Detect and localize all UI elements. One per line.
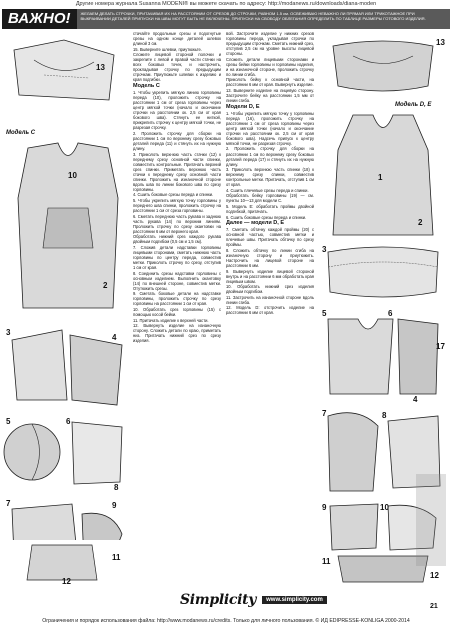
col2-p3: Приколоть бейку к основной части, на расстоянии 6 мм от края. Вывернуть изделие. [226, 77, 314, 88]
fig-num: 4 [413, 395, 418, 404]
fig-num: 5 [6, 417, 11, 426]
col2-p14: 9. Вывернуть изделие лицевой стороной внутрь и на расстоянии 6 мм обработать края лицевым швом. [226, 268, 314, 284]
col2-p11: 6. Сшить боковые срезы переда и спинки. [226, 214, 307, 220]
fig-num: 7 [322, 409, 327, 418]
fig-num: 13 [96, 63, 105, 72]
figure-left-1 [8, 138, 128, 318]
figure-left-5 [2, 540, 130, 585]
fig-num: 10 [380, 503, 389, 512]
col2-p6: 2. Проложить строчку для сборки на расстоянии 1 см по верхнему срезу боковых деталей переда (17) и стянуть их на нужную длину. [226, 146, 314, 167]
col1-p1: 15. Выверните шлевки, приутюжьте. [133, 46, 202, 52]
col1-p13: 10. Обработать срез горловины (15) с помощью косой бейки. [133, 306, 221, 317]
fig-num: 11 [112, 553, 121, 562]
col2-p5: 1. Чтобы укрепить мягкую точку у горловины переда (16), проложить строчку на расстоянии 1 см от среза горловины через центр мягкой точки (начало и окончание строчки на расстоянии ок. 2,5 см от края бокового шва). Надсечь припуск к центру мягкой точки, не разрезая строчку. [226, 110, 314, 146]
fig-num: 2 [418, 218, 423, 227]
figure-left-2 [2, 320, 130, 410]
page-number: 21 [430, 603, 438, 610]
col1-p2: Сложите лицевой стороной полочки и закрепите с левой и правой части стачки на всех боковых точек, и настрочить, прокладывая строчку по предыдущим строчкам. Приутюжьте шлевки к изделию и края подгибки. [133, 52, 221, 83]
fig-num: 17 [436, 342, 445, 351]
col2-p1: вой. Застрочите изделие у нижних срезов горловины переда, укладывая строчки по предыдущим строчкам. Сметать нижний срез, отступив 2,5 см на уровне высоты лицевой стороны. [226, 31, 314, 57]
col1-p12: 9. Сметать боковые детали на надставке горловины, проложить строчку по срезу горловины на расстоянии 1 см от края. [133, 291, 221, 307]
fig-num: 3 [6, 328, 11, 337]
figure-right-2 [318, 242, 448, 302]
important-text: ЖЕЛАЕМ ДЕЛАТЬ СТРОЧКИ, ПРИТАЧИВАЯ ИХ НА РАССТОЯНИИ ОТ СРЕЗОВ ДО СТРОЧКИ, РАВНОМ 1.5 см. ОСВЕЖИВАЮ НЕВАЖНО ЛИ ПРЯМАЯ ИЛИ ТРИКОТАЖНОЕ ПРИ ВЫКРАИВАНИИ ДЕТАЛЕЙ ПРИПУСКИ НА ШВЫ МОГУТ БЫТЬ НЕ ВКЛЮЧЕНЫ. ПРИПУСКИ НА СВОБОДУ ОБЛЕГАНИЯ ОПРЕДЕЛИТЬ ПО ТАБЛИЦЕ РАЗМЕРЫ ГОТОВОГО ИЗДЕЛИЯ. [77, 9, 451, 29]
watermark-icon [412, 470, 450, 570]
fig-num: 12 [430, 571, 439, 580]
text-column-2 [226, 31, 314, 586]
fig-num: 13 [436, 38, 445, 47]
col1-p9: Обработать нижний срез каждого рукава двойным подгибом (0,5 см и 1,5 см). [133, 234, 221, 245]
fig-num: 6 [66, 417, 71, 426]
important-banner [2, 8, 450, 30]
col1-p8: 6. Сметать переднюю часть рукава и заднюю часть рукава (14) по верхним линиям. Проложить строчку по срезу окантовки на расстоянии 6 мм от верхнего края. [133, 213, 221, 234]
col2-p17: 12. Модель D: отстрочить изделие на расстоянии 6 мм от края. [226, 305, 314, 316]
figure-right-top [318, 31, 448, 101]
col1-p10: 7. Сложив детали надставки горловины лицевыми сторонами, сметать нижнюю часть горловины по центру переда, совместив метки. Приколоть строчку по срезу, отступив 1 см от края. [133, 244, 221, 271]
col2-p4: 13. Выверните изделие на лицевую сторону. Застрочите бейку на расстоянии 1,5 мм от линии сгиба. [226, 88, 314, 104]
col1-p7: 5. Чтобы укрепить мягкую точку горловины у переднего шва спинки, проложить строчку на расстоянии 1 см от среза горловины. [133, 197, 221, 214]
col2-p2: Сложить детали лицевыми сторонами и срезы бейки горловины и горловины изделия, и на изнаночной стороне, проложить строчку по линии сгиба. [226, 56, 314, 77]
figure-right-3 [318, 304, 448, 404]
col2-p13: 8. Сложить обтачку по линии сгиба на изнаночную сторону и приутюжить. Настрочить на лицевой стороне на расстоянии 6 мм. [226, 247, 314, 268]
fig-num: 12 [62, 577, 71, 585]
figure-right-1 [318, 110, 448, 240]
figure-left-top [4, 30, 132, 130]
fig-num: 9 [112, 501, 117, 510]
col1-p6: 4. Сшить боковые срезы переда и спинки. [133, 192, 214, 198]
col2-heading-model-de: Модели D, E [226, 103, 260, 110]
col2-p9: Обработать бейку горловины (19) — см. пункты 10—13 для модели С. [226, 193, 314, 204]
col2-heading-next: Далее — модели D, E [226, 220, 285, 227]
col1-p11: 8. Соединить срезы надставки горловины с основным изделием. Выполнить окантовку (14) по внешней стороне, совместив метки. Отутюжить срезы. [133, 270, 221, 291]
brand-row [180, 592, 370, 608]
text-column-1 [133, 31, 221, 586]
top-download-link[interactable]: Другие номера журнала Susanna MODENI® вы можете скачать по адресу: http://modanews.ru/downloads/diana-moden [75, 1, 377, 7]
fig-num: 10 [68, 171, 77, 180]
col2-p15: 10. Обработать нижний срез изделия двойным подгибом. [226, 284, 314, 295]
col2-p10: 5. Модель Е: обработать проймы двойной подгибкой, притачать. [226, 204, 314, 215]
col2-p12: 7. Сметать обтачку каждой проймы (20) с основной частью, совместив метки и плечевые швы. Притачать обтачку по срезу проймы. [226, 227, 314, 248]
simplicity-url[interactable]: www.simplicity.com [262, 596, 327, 604]
col1-p5: 3. Приколоть верхнюю часть стачки (12) к переднему срезу основной части спинки, совместить контрольные. Притачать верхний срез спинки. Приметать верхнюю часть стачки к переднему срезу основной части спинки. Проложить на изнаночной стороне вдоль шва по линии бокового шва по срезу горловины. [133, 151, 221, 192]
fig-num: 6 [388, 309, 393, 318]
fig-num: 2 [103, 281, 108, 290]
important-label: ВАЖНО! [2, 9, 77, 29]
fig-num: 3 [322, 245, 327, 254]
fig-num: 4 [112, 333, 117, 342]
col1-p4: 2. Проложить строчку для сборки на расстоянии 1 см по верхнему срезу боковых деталей переда (11) и стянуть их на нужную длину. [133, 130, 221, 151]
simplicity-logo: Simplicity [180, 592, 257, 608]
col2-p16: 11. Застрочить на изнаночной стороне вдоль линии сгиба. [226, 294, 314, 305]
figure-left-3 [2, 412, 130, 492]
col2-p7: 3. Приколоть верхнюю часть спинки (18) к верхнему срезу спинки, совместив контрольные метки. Притачать, отступив 1 см от края. [226, 167, 314, 188]
fig-num: 7 [6, 499, 11, 508]
fig-num: 8 [114, 483, 119, 492]
fig-num: 8 [382, 411, 387, 420]
col1-heading-model-c: Модель С [133, 82, 160, 89]
col2-p8: 4. Сшить плечевые срезы переда и спинки. [226, 187, 309, 193]
footer-credits: Ограничения и порядок использования файла: http://www.modanews.ru/credits. Только для личного пользования. © ИД EDIPRESSE-KONLIGA 2000-2014 [42, 618, 410, 624]
col1-intro: стачайте продольные срезы и подогнутые срезы на одном конце деталей шлевок длиной 3 см. [133, 31, 221, 47]
fig-num: 11 [322, 557, 331, 566]
fig-num: 5 [322, 309, 327, 318]
fig-num: 9 [322, 503, 327, 512]
col1-p14: 11. Притачать изделие к верхней части. [133, 317, 209, 323]
model-de-label: Модель D, E [395, 102, 432, 108]
model-c-label: Модель С [6, 130, 36, 136]
fig-num: 1 [378, 173, 383, 182]
col1-p3: 1. Чтобы укрепить мягкую линию горловины переда (10), проложить строчку на расстоянии 1 см от среза горловины через центр мягкой точки (начало и окончание строчки на расстоянии ок. 2,5 см от края бокового шва). Стянуть ее ниткой, прикрепить строчку к центру мягкой точки, не разрезая строчку. [133, 89, 221, 131]
col1-p15: 12. Вывернуть изделие на изнаночную сторону. Сложить детали по краю, приметать низ. Притачать нижний срез по срезу изделия. [133, 323, 221, 344]
